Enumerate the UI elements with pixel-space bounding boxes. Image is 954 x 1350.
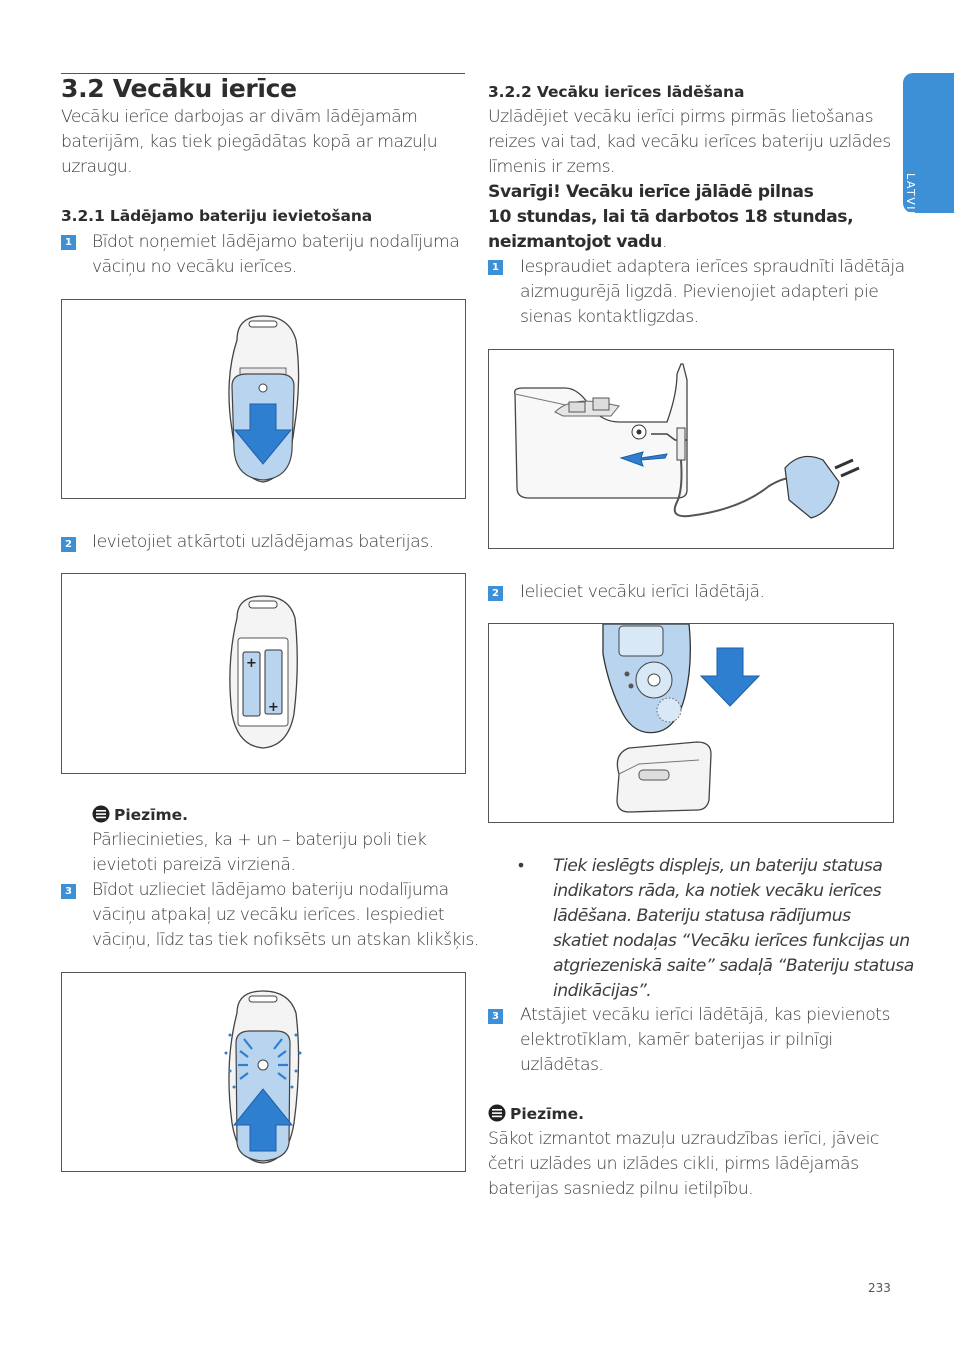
figure-place-in-charger <box>488 623 894 823</box>
section-title: 3.2 Vecāku ierīce <box>61 74 297 103</box>
bullet-mark: • <box>518 856 524 876</box>
step-3-text: Bīdot uzlieciet lādējamo bateriju nodalījuma vāciņu atpakaļ uz vecāku ierīces. Iespiediet vāciņu, līdz tas tiek nofiksēts un atskan klikšķis. <box>92 880 479 950</box>
language-tab-label: LATVIEŠU <box>904 173 917 238</box>
charging-step-1-text: Iespraudiet adaptera ierīces spraudnīti lādētāja aizmugurējā ligzdā. Pievienojiet adapteri pie sienas kontaktligzdas. <box>520 257 905 327</box>
remove-cover-illustration <box>62 300 465 498</box>
step-badge-1: 1 <box>61 235 76 250</box>
bullet-text: Tiek ieslēgts displejs, un bateriju statusa indikators rāda, ka notiek vecāku ierīces lādēšana. Bateriju statusa rādījumus skatiet nodaļas “Vecāku ierīces funkcijas un atgriezeniskā saite” sadaļā “Bateriju statusa indikācijas”. <box>553 856 914 1001</box>
page-number: 233 <box>868 1281 891 1295</box>
note-icon <box>488 1104 506 1122</box>
note-right-heading: Piezīme. <box>488 1104 584 1123</box>
section-intro: Vecāku ierīce darbojas ar divām lādējamām baterijām, kas tiek piegādātas kopā ar mazuļu uzraugu. <box>61 107 438 177</box>
note-left-heading: Piezīme. <box>92 805 188 824</box>
charger-adapter-illustration <box>489 350 893 548</box>
place-in-charger-illustration <box>489 624 893 822</box>
figure-replace-cover <box>61 972 466 1172</box>
step-1-text: Bīdot noņemiet lādējamo bateriju nodalījuma vāciņu no vecāku ierīces. <box>92 232 460 277</box>
charging-step-3-text: Atstājiet vecāku ierīci lādētājā, kas pievienots elektrotīklam, kamēr baterijas ir pilnīgi uzlādētas. <box>520 1005 890 1075</box>
battery-plus-left: + <box>246 656 257 671</box>
battery-plus-right: + <box>268 700 279 715</box>
batteries-illustration <box>62 574 465 773</box>
figure-insert-batteries <box>61 573 466 774</box>
subsection-title-battery-insert: 3.2.1 Lādējamo bateriju ievietošana <box>61 207 373 225</box>
charging-step-badge-1: 1 <box>488 260 503 275</box>
charging-step-2-text: Ielieciet vecāku ierīci lādētājā. <box>520 582 765 602</box>
replace-cover-illustration <box>62 973 465 1171</box>
subsection-title-charging: 3.2.2 Vecāku ierīces lādēšana <box>488 83 745 101</box>
charging-intro: Uzlādējiet vecāku ierīci pirms pirmās lietošanas reizes vai tad, kad vecāku ierīces bateriju uzlādes līmenis ir zems. <box>488 107 891 177</box>
figure-remove-cover <box>61 299 466 499</box>
step-badge-3: 3 <box>61 884 76 899</box>
charging-step-badge-2: 2 <box>488 586 503 601</box>
language-tab <box>903 73 954 238</box>
step-badge-2: 2 <box>61 537 76 552</box>
note-left-text: Pārliecinieties, ka + un – bateriju poli tiek ievietoti pareizā virzienā. <box>92 830 427 875</box>
figure-charger-adapter <box>488 349 894 549</box>
charging-step-badge-3: 3 <box>488 1009 503 1024</box>
note-right-text: Sākot izmantot mazuļu uzraudzības ierīci, jāveic četri uzlādes un izlādes cikli, pirms lādējamās baterijas sasniedz pilnu ietilpību. <box>488 1129 879 1199</box>
important-warning: Svarīgi! Vecāku ierīce jālādē pilnas 10 stundas, lai tā darbotos 18 stundas, neizmantojot vadu. <box>488 182 854 252</box>
step-2-text: Ievietojiet atkārtoti uzlādējamas baterijas. <box>92 532 434 552</box>
note-icon <box>92 805 110 823</box>
